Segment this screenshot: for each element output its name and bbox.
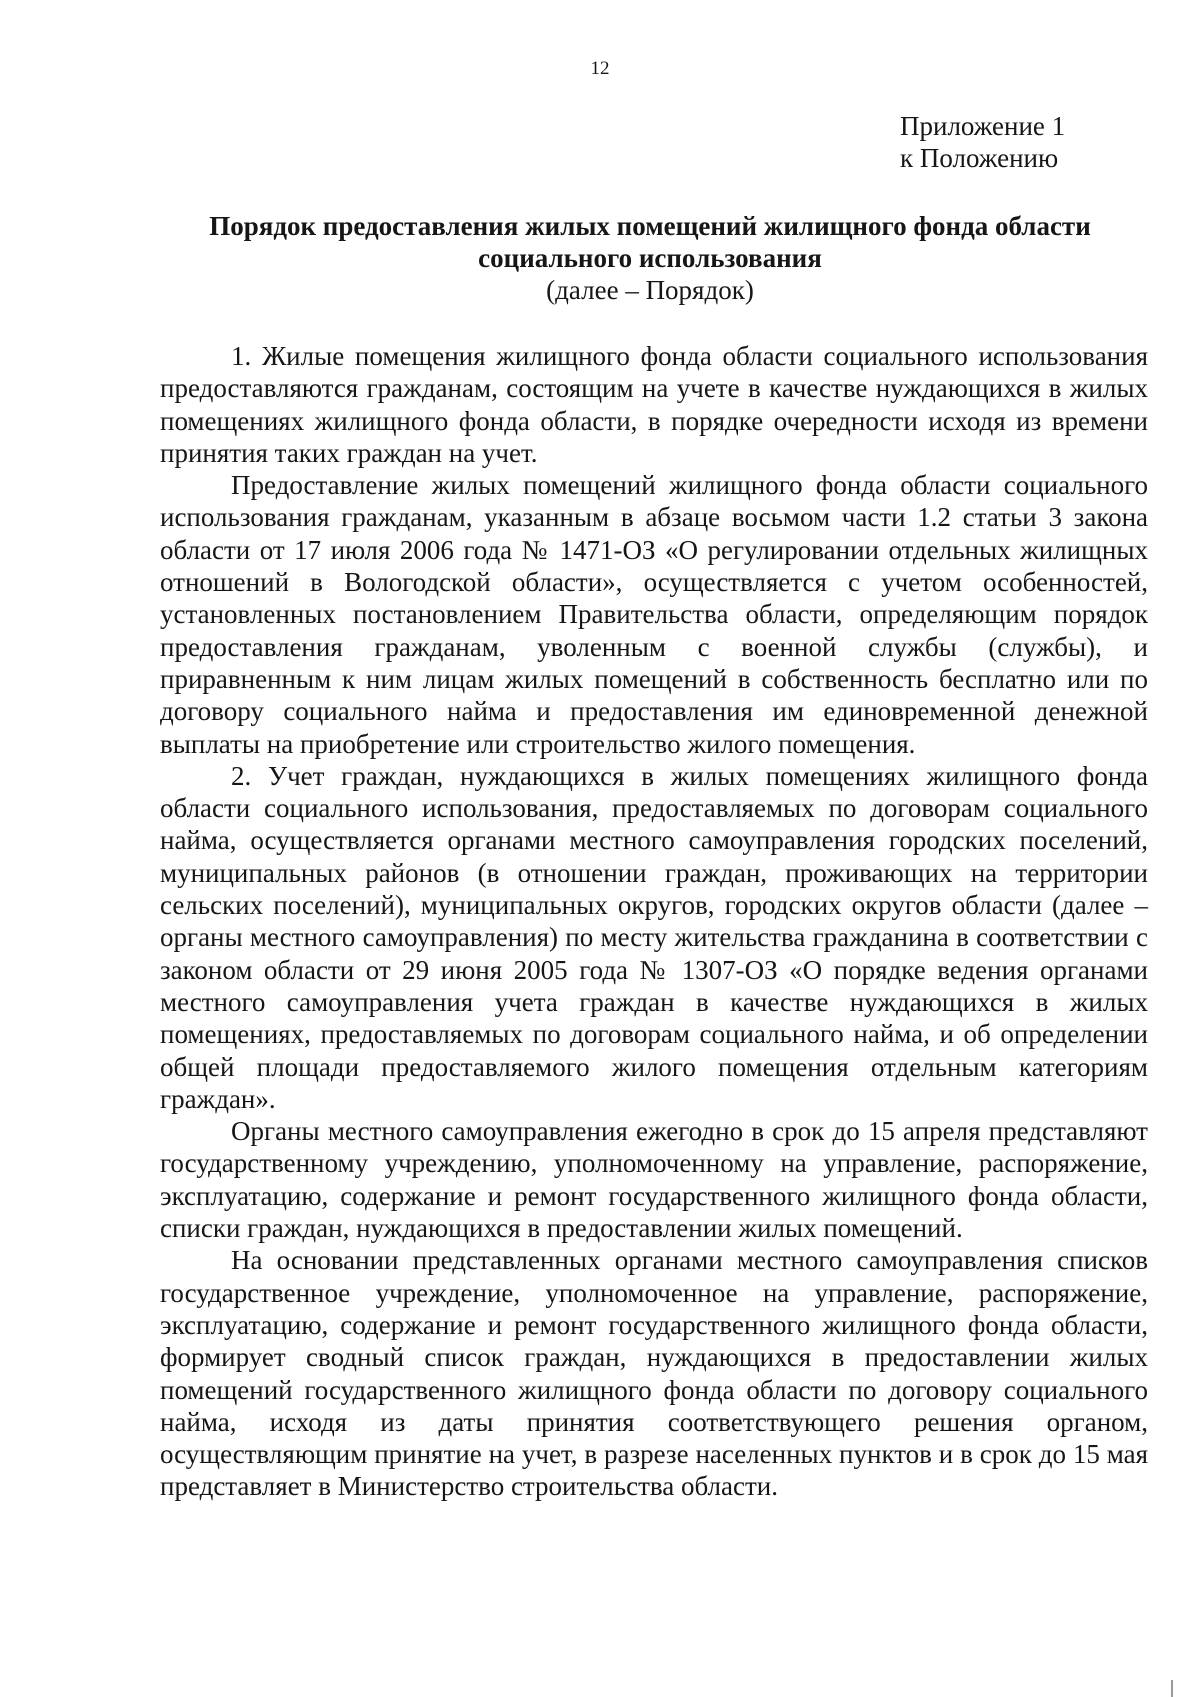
paragraph: 2. Учет граждан, нуждающихся в жилых помещениях жилищного фонда области социального использования, предоставляемых по договорам социального найма, осуществляется органами местного самоуправления городских поселений, муниципальных районов (в отношении граждан, проживающих на территории сельских поселений), муниципальных округов, городских округов области (далее – органы местного самоуправления) по месту жительства гражданина в соответствии с законом области от 29 июня 2005 года № 1307-ОЗ «О порядке ведения органами местного самоуправления учета граждан в качестве нуждающихся в жилых помещениях, предоставляемых по договорам социального найма, и об определении общей площади предоставляемого жилого помещения отдельным категориям граждан». [160, 760, 1148, 1114]
appendix-line-1: Приложение 1 [900, 111, 1066, 141]
title-line-1: Порядок предоставления жилых помещений жилищного фонда области [209, 211, 1091, 241]
paragraph: 1. Жилые помещения жилищного фонда области социального использования предоставляются гражданам, состоящим на учете в качестве нуждающихся в жилых помещениях жилищного фонда области, в порядке очередности исходя из времени принятия таких граждан на учет. [160, 341, 1148, 468]
title-line-3: (далее – Порядок) [546, 275, 754, 305]
appendix-line-2: к Положению [900, 143, 1059, 173]
page-number: 12 [590, 58, 610, 79]
paragraph: Органы местного самоуправления ежегодно в срок до 15 апреля представляют государственному учреждению, уполномоченному на управление, распоряжение, эксплуатацию, содержание и ремонт государственного жилищного фонда области, списки граждан, нуждающихся в предоставлении жилых помещений. [160, 1116, 1148, 1244]
scan-mark [1171, 1680, 1173, 1697]
paragraph: На основании представленных органами местного самоуправления списков государственное учреждение, уполномоченное на управление, распоряжение, эксплуатацию, содержание и ремонт государственного жилищного фонда области, формирует сводный список граждан, нуждающихся в предоставлении жилых помещений государственного жилищного фонда области по договору социального найма, исходя из даты принятия соответствующего решения органом, осуществляющим принятие на учет, в разрезе населенных пунктов и в срок до 15 мая представляет в Министерство строительства области. [160, 1245, 1148, 1502]
appendix-header [900, 110, 1065, 174]
paragraph: Предоставление жилых помещений жилищного фонда области социального использования гражданам, указанным в абзаце восьмом части 1.2 статьи 3 закона области от 17 июля 2006 года № 1471-ОЗ «О регулировании отдельных жилищных отношений в Вологодской области», осуществляется с учетом особенностей, установленных постановлением Правительства области, определяющим порядок предоставления гражданам, уволенным с военной службы (службы), и приравненным к ним лицам жилых помещений в собственность бесплатно или по договору социального найма и предоставления им единовременной денежной выплаты на приобретение или строительство жилого помещения. [160, 470, 1148, 759]
title-line-2: социального использования [478, 243, 822, 273]
document-body [160, 340, 1148, 1503]
document-title [140, 210, 1160, 306]
